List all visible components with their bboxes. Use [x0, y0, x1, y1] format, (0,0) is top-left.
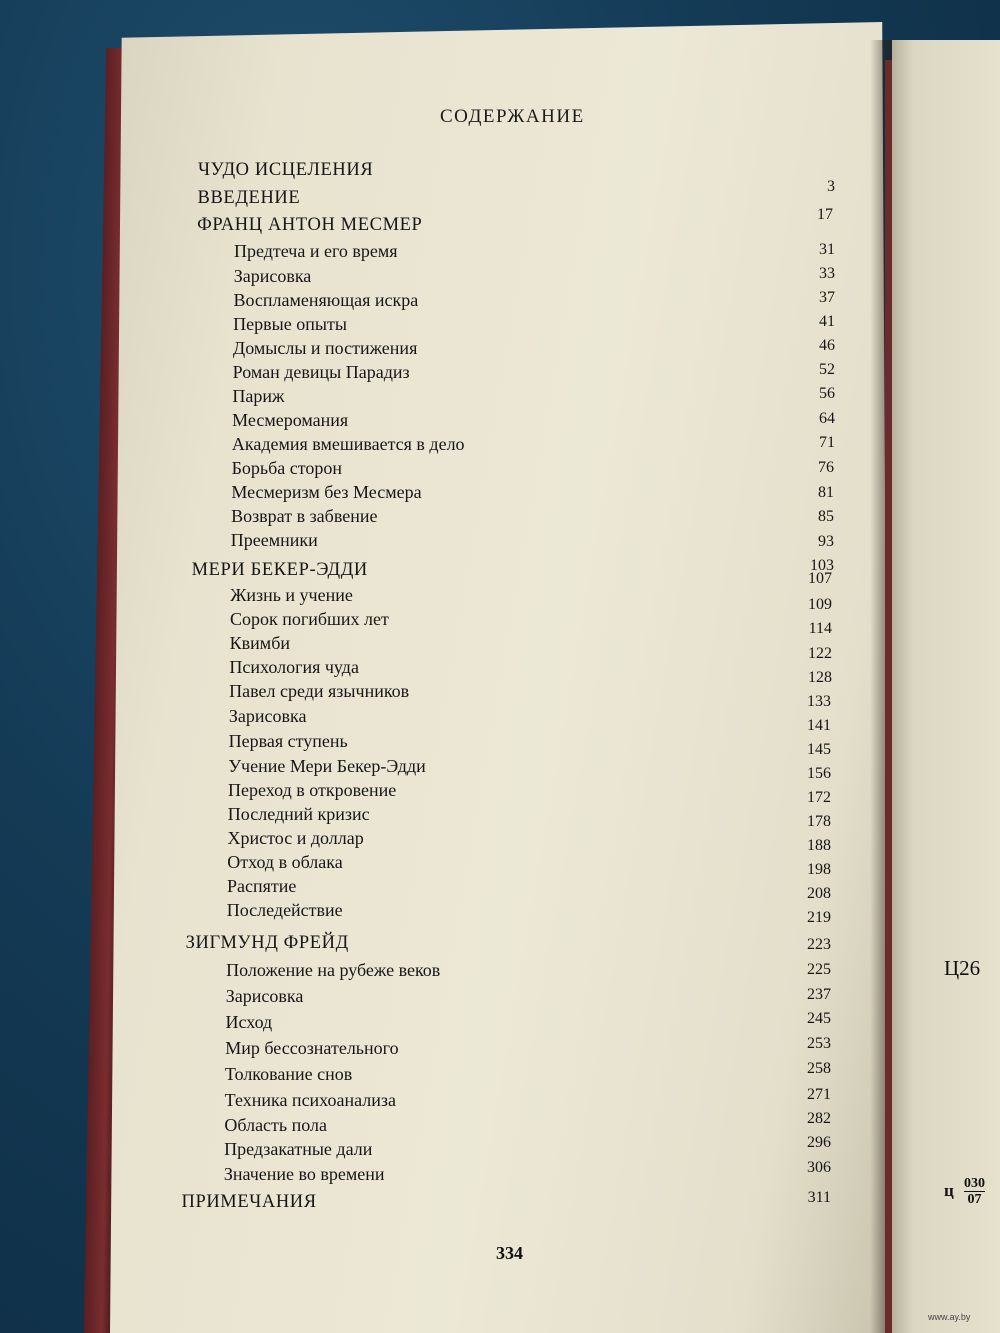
page-title: СОДЕРЖАНИЕ — [440, 106, 585, 127]
toc-page-number: 76 — [818, 459, 834, 476]
toc-chapter-title: Жизнь и учение — [230, 585, 353, 605]
page-number: 334 — [496, 1243, 523, 1263]
toc-chapter-title: Переход в откровение — [228, 780, 397, 800]
toc-page-number: 109 — [808, 596, 832, 613]
toc-chapter-title: Преемники — [230, 530, 318, 550]
toc-page-number: 223 — [807, 936, 831, 953]
toc-chapter-title: Домыслы и постижения — [232, 338, 418, 358]
toc-section-title: ПРИМЕЧАНИЯ — [181, 1192, 317, 1212]
toc-chapter-title: Область пола — [224, 1115, 327, 1135]
toc-page-number: 128 — [808, 669, 832, 686]
price-bottom: 07 — [967, 1192, 982, 1208]
toc-page-number: 85 — [818, 508, 834, 525]
toc-chapter-title: Учение Мери Бекер-Эдди — [228, 756, 426, 776]
toc-page-number: 93 — [818, 533, 834, 550]
toc-chapter-title: Значение во времени — [223, 1164, 385, 1184]
toc-page-number: 17 — [817, 206, 833, 223]
toc-page-number: 64 — [819, 410, 835, 427]
price-code — [944, 1176, 985, 1208]
toc-page-number: 31 — [819, 241, 835, 258]
toc-page-number: 311 — [807, 1189, 831, 1206]
toc-chapter-title: Сорок погибших лет — [229, 609, 389, 629]
toc-page-number: 306 — [807, 1159, 831, 1176]
toc-chapter-title: Психология чуда — [229, 657, 359, 677]
toc-chapter-title: Предтеча и его время — [233, 241, 398, 261]
toc-page-number: 271 — [807, 1086, 831, 1103]
toc-chapter-title: Первые опыты — [233, 314, 347, 334]
toc-chapter-title: Последействие — [226, 900, 343, 920]
toc-chapter-title: Месмеризм без Месмера — [231, 482, 422, 502]
toc-section-title: ФРАНЦ АНТОН МЕСМЕР — [197, 215, 423, 235]
toc-chapter-title: Распятие — [227, 876, 297, 896]
toc-page-number: 122 — [808, 645, 832, 662]
toc-chapter-title: Отход в облака — [227, 852, 343, 872]
catalog-code: Ц26 — [944, 956, 981, 980]
toc-chapter-title: Зарисовка — [233, 266, 312, 286]
toc-chapter-title: Борьба сторон — [231, 458, 343, 478]
toc-page-number: 282 — [807, 1110, 831, 1127]
price-fraction — [964, 1176, 985, 1208]
toc-page-number: 219 — [807, 909, 831, 926]
toc-chapter-title: Академия вмешивается в дело — [231, 434, 465, 454]
toc-page-number: 258 — [807, 1060, 831, 1077]
toc-page-number: 114 — [808, 620, 832, 637]
price-top: 030 — [964, 1176, 986, 1191]
toc-page-number: 145 — [807, 741, 831, 758]
toc-page-number: 198 — [807, 861, 831, 878]
toc-page-number: 46 — [819, 337, 835, 354]
toc-page-number: 41 — [819, 313, 835, 330]
toc-page-number: 178 — [807, 813, 831, 830]
toc-chapter-title: Исход — [225, 1012, 273, 1032]
toc-page-number: 245 — [807, 1010, 831, 1027]
toc-page-number: 107 — [808, 570, 832, 587]
toc-page-number: 188 — [807, 837, 831, 854]
toc-chapter-title: Мир бессознательного — [225, 1038, 399, 1058]
toc-chapter-title: Возврат в забвение — [231, 506, 378, 526]
toc-page-number: 225 — [807, 961, 831, 978]
toc-page-number: 56 — [819, 385, 835, 402]
toc-chapter-title: Последний кризис — [227, 804, 370, 824]
toc-chapter-title: Положение на рубеже веков — [226, 960, 441, 980]
toc-section-title: МЕРИ БЕКЕР-ЭДДИ — [191, 560, 368, 580]
toc-chapter-title: Роман девицы Парадиз — [232, 362, 410, 382]
toc-chapter-title: Зарисовка — [228, 706, 307, 726]
watermark: www.ay.by — [928, 1312, 971, 1322]
toc-page-number: 71 — [819, 434, 835, 451]
toc-section-title: ЧУДО ИСЦЕЛЕНИЯ — [198, 160, 374, 180]
toc-page-number: 103 — [810, 557, 834, 574]
toc-chapter-title: Воспламеняющая искра — [233, 290, 419, 310]
toc-page-number: 237 — [807, 986, 831, 1003]
toc-chapter-title: Предзакатные дали — [224, 1139, 373, 1159]
toc-page-number: 3 — [827, 178, 835, 195]
toc-page-number: 33 — [819, 265, 835, 282]
toc-page-number: 37 — [819, 289, 835, 306]
toc-page-number: 81 — [818, 484, 834, 501]
toc-section-title: ЗИГМУНД ФРЕЙД — [185, 933, 349, 953]
toc-section-title: ВВЕДЕНИЕ — [197, 188, 301, 208]
toc-chapter-title: Павел среди язычников — [229, 681, 410, 701]
toc-page-number: 253 — [807, 1035, 831, 1052]
toc-page-number: 296 — [807, 1134, 831, 1151]
price-prefix: ц — [944, 1180, 954, 1200]
toc-chapter-title: Первая ступень — [228, 731, 348, 751]
toc-page-number: 156 — [807, 765, 831, 782]
toc-page-number: 141 — [807, 717, 831, 734]
toc-page-number: 208 — [807, 885, 831, 902]
toc-page-number: 133 — [807, 693, 831, 710]
toc-chapter-title: Месмеромания — [232, 410, 349, 430]
toc-chapter-title: Квимби — [229, 633, 290, 653]
toc-page-number: 172 — [807, 789, 831, 806]
toc-chapter-title: Зарисовка — [225, 986, 304, 1006]
toc-chapter-title: Толкование снов — [224, 1064, 353, 1084]
toc-chapter-title: Париж — [232, 386, 285, 406]
toc-chapter-title: Христос и доллар — [227, 828, 364, 848]
toc-chapter-title: Техника психоанализа — [224, 1090, 396, 1110]
toc-page-number: 52 — [819, 361, 835, 378]
